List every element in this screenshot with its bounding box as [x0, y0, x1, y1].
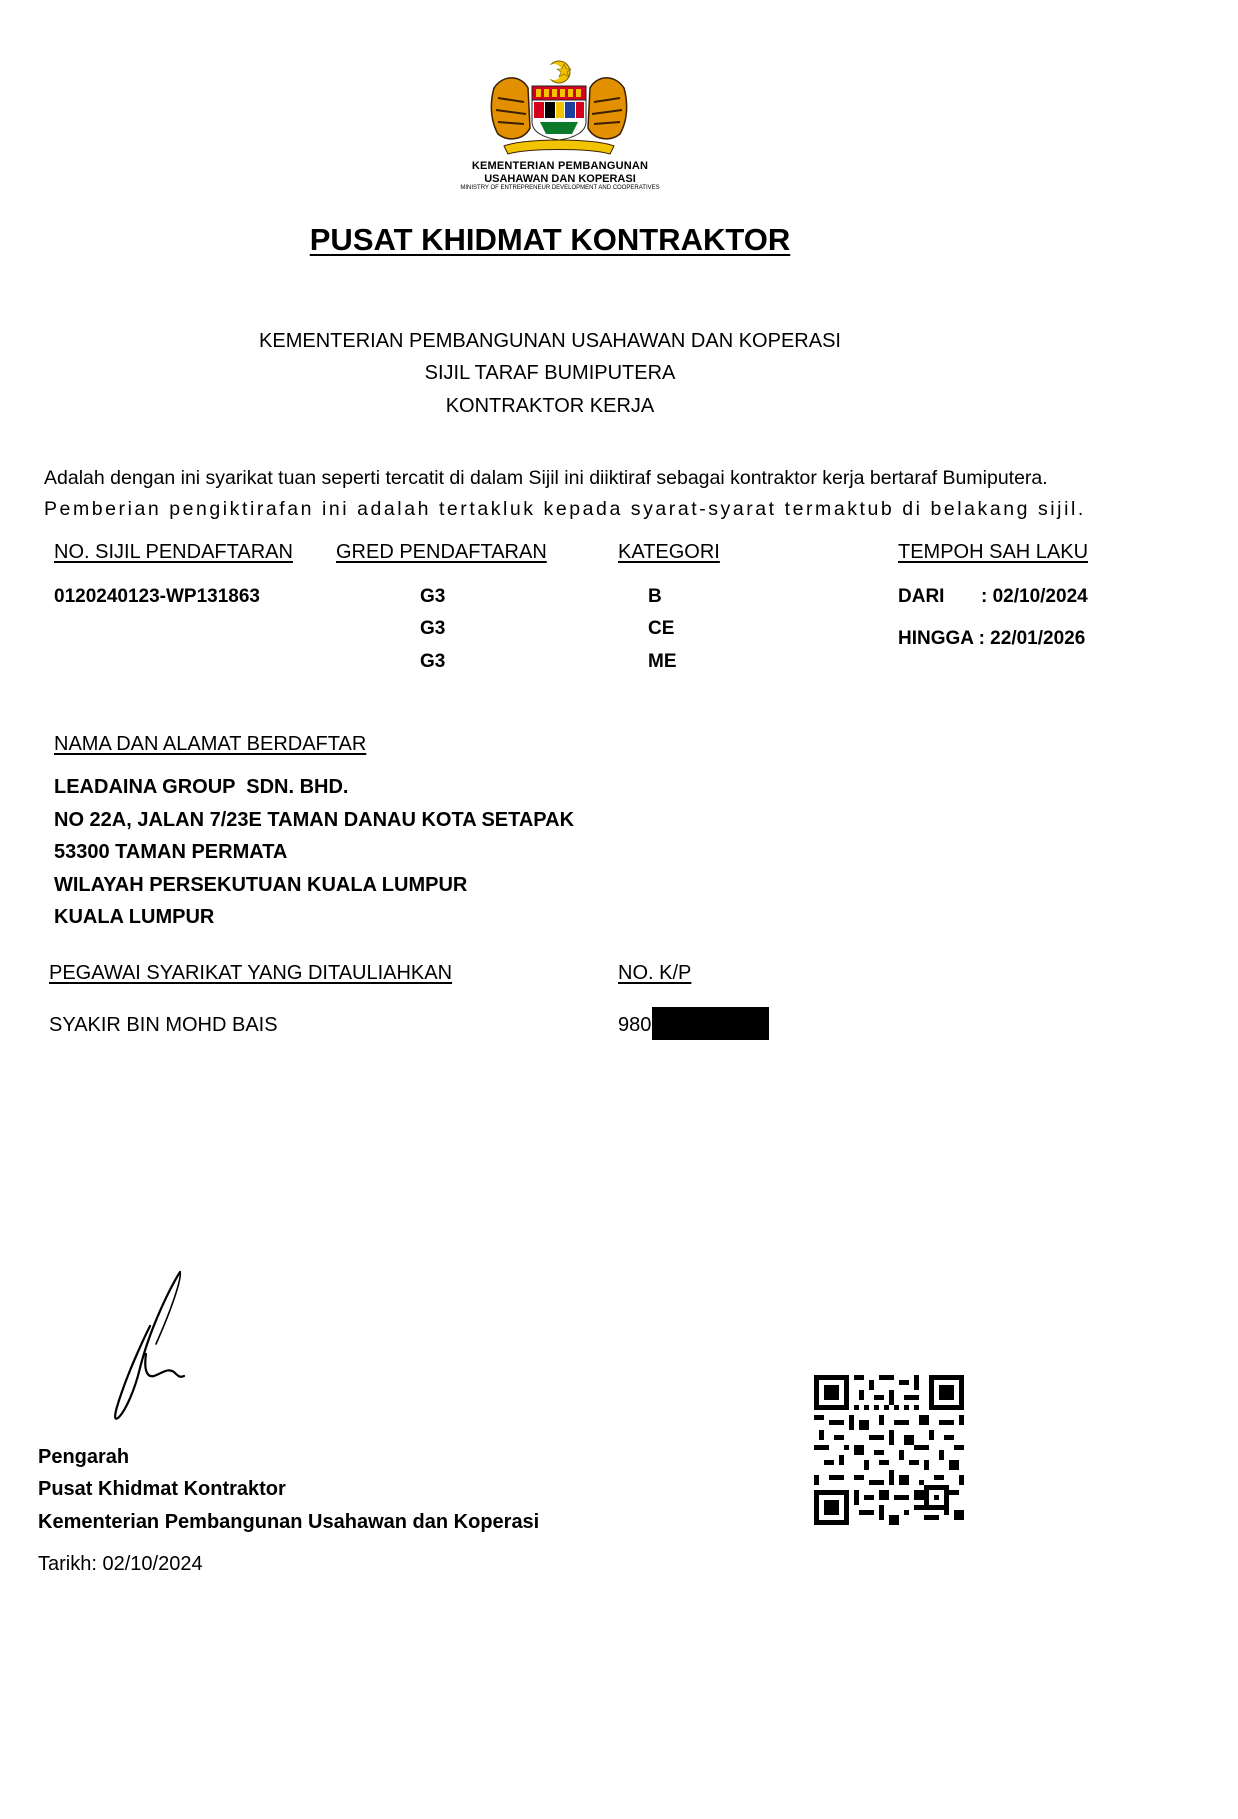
- dari-label: DARI: [898, 586, 945, 607]
- gred-value-1: G3: [420, 586, 446, 607]
- intro-line-2: Pemberian pengiktirafan ini adalah tertakluk kepada syarat-syarat termaktub di belakang sijil.: [44, 498, 1086, 520]
- header-contractor-type: KONTRAKTOR KERJA: [445, 395, 655, 417]
- address-line-5: KUALA LUMPUR: [54, 906, 215, 928]
- signatory-department: Pusat Khidmat Kontraktor: [38, 1478, 286, 1500]
- redaction-bar: [652, 1007, 769, 1040]
- intro-line-1: Adalah dengan ini syarikat tuan seperti tercatit di dalam Sijil ini diiktiraf sebagai kontraktor kerja bertaraf Bumiputera.: [44, 467, 1048, 489]
- gred-value-3: G3: [420, 651, 446, 672]
- kp-prefix: 980: [618, 1014, 652, 1036]
- address-heading: NAMA DAN ALAMAT BERDAFTAR: [54, 733, 367, 755]
- kp-heading: NO. K/P: [618, 962, 692, 984]
- signatory-role: Pengarah: [38, 1446, 130, 1468]
- signature-image: [110, 1268, 200, 1428]
- col-header-tempoh: TEMPOH SAH LAKU: [898, 541, 1089, 563]
- address-line-3: 53300 TAMAN PERMATA: [54, 841, 288, 863]
- ministry-caption-line1: KEMENTERIAN PEMBANGUNAN: [471, 160, 649, 172]
- dari-value: : 02/10/2024: [981, 586, 1088, 607]
- ministry-caption: [440, 160, 680, 192]
- officer-name: SYAKIR BIN MOHD BAIS: [49, 1014, 278, 1036]
- signatory-ministry: Kementerian Pembangunan Usahawan dan Koperasi: [38, 1511, 540, 1533]
- gred-value-2: G3: [420, 618, 446, 639]
- kategori-value-1: B: [648, 586, 662, 607]
- col-header-kategori: KATEGORI: [618, 541, 720, 563]
- header-certificate-type: SIJIL TARAF BUMIPUTERA: [424, 362, 676, 384]
- malaysia-coat-of-arms-icon: [484, 58, 634, 158]
- header-ministry: KEMENTERIAN PEMBANGUNAN USAHAWAN DAN KOPERASI: [259, 330, 841, 352]
- no-sijil-value: 0120240123-WP131863: [54, 586, 261, 607]
- issue-date: Tarikh: 02/10/2024: [38, 1553, 203, 1575]
- kategori-value-2: CE: [648, 618, 675, 639]
- ministry-caption-line3: MINISTRY OF ENTREPRENEUR DEVELOPMENT AND COOPERATIVES: [460, 185, 660, 192]
- address-line-2: NO 22A, JALAN 7/23E TAMAN DANAU KOTA SETAPAK: [54, 809, 575, 831]
- ministry-caption-line2: USAHAWAN DAN KOPERASI: [484, 172, 636, 185]
- col-header-no-sijil: NO. SIJIL PENDAFTARAN: [54, 541, 293, 563]
- col-header-gred: GRED PENDAFTARAN: [336, 541, 547, 563]
- kategori-value-3: ME: [648, 651, 677, 672]
- hingga-value: HINGGA : 22/01/2026: [898, 628, 1086, 649]
- officer-heading: PEGAWAI SYARIKAT YANG DITAULIAHKAN: [49, 962, 453, 984]
- page-title: PUSAT KHIDMAT KONTRAKTOR: [309, 222, 791, 257]
- qr-code-icon[interactable]: [814, 1375, 964, 1525]
- address-line-1: LEADAINA GROUP SDN. BHD.: [54, 776, 349, 798]
- address-line-4: WILAYAH PERSEKUTUAN KUALA LUMPUR: [54, 874, 468, 896]
